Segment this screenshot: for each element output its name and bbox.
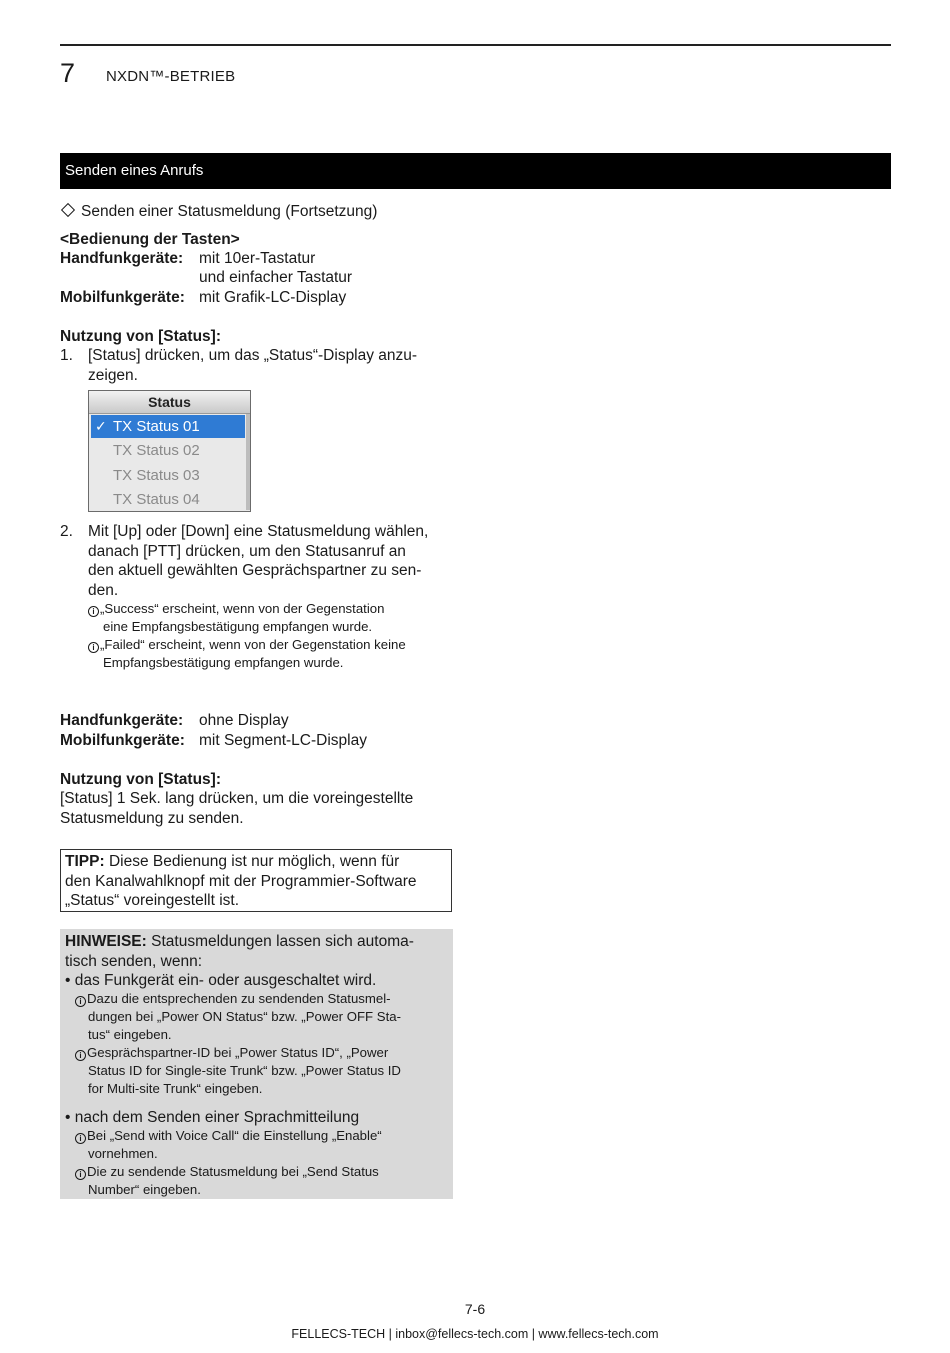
- handheld-label: Handfunkgeräte:: [60, 712, 184, 729]
- tip-label: TIPP:: [65, 853, 105, 870]
- notes-subnote: i Gesprächspartner-ID bei „Power Status ID“, „Power: [75, 1044, 388, 1062]
- step-2-line: Mit [Up] oder [Down] eine Statusmeldung wählen,: [88, 523, 429, 540]
- info-icon: i: [75, 1050, 86, 1061]
- status-item-label: TX Status 02: [113, 442, 200, 459]
- mobile-value: mit Grafik-LC-Display: [199, 289, 347, 306]
- mobile-label: Mobilfunkgeräte:: [60, 289, 185, 306]
- diamond-icon: [61, 203, 75, 217]
- notes-subnote-cont: vornehmen.: [88, 1146, 158, 1161]
- note-failed-cont: Empfangsbestätigung empfangen wurde.: [103, 655, 344, 670]
- usage-heading: Nutzung von [Status]:: [60, 328, 222, 345]
- info-icon: i: [75, 1133, 86, 1144]
- notes-line: tisch senden, wenn:: [65, 953, 203, 970]
- section-title-bar: [60, 153, 891, 189]
- status-item-label: TX Status 01: [113, 418, 200, 435]
- status-list-item[interactable]: [91, 464, 245, 487]
- status-item-label: TX Status 04: [113, 491, 200, 508]
- handheld-label: Handfunkgeräte:: [60, 250, 184, 267]
- info-icon: i: [88, 606, 99, 617]
- notes-subnote: i Bei „Send with Voice Call“ die Einstellung „Enable“: [75, 1127, 382, 1145]
- notes-subnote-cont: for Multi-site Trunk“ eingeben.: [88, 1081, 263, 1096]
- status-list-item[interactable]: [91, 415, 245, 438]
- status-list-item[interactable]: [91, 488, 245, 511]
- note-success: i „Success“ erscheint, wenn von der Gegenstation: [88, 600, 384, 618]
- subsection-title: [60, 202, 377, 222]
- notes-subnote-cont: Number“ eingeben.: [88, 1182, 201, 1197]
- handheld-value: ohne Display: [199, 712, 289, 729]
- mobile-label: Mobilfunkgeräte:: [60, 732, 185, 749]
- info-icon: i: [75, 996, 86, 1007]
- notes-subnote: i Die zu sendende Statusmeldung bei „Send Status: [75, 1163, 379, 1181]
- info-icon: i: [75, 1169, 86, 1180]
- step-1-number: 1.: [60, 347, 73, 364]
- status-list-item[interactable]: [91, 439, 245, 462]
- notes-subnote-cont: dungen bei „Power ON Status“ bzw. „Power OFF Sta-: [88, 1009, 401, 1024]
- step-1-line: [Status] drücken, um das „Status“-Display anzu-: [88, 347, 418, 364]
- usage-heading: Nutzung von [Status]:: [60, 771, 222, 788]
- notes-subnote-cont: tus“ eingeben.: [88, 1027, 172, 1042]
- tip-line: „Status“ voreingestellt ist.: [65, 892, 240, 909]
- section-title: Senden eines Anrufs: [65, 162, 204, 179]
- usage-line: Statusmeldung zu senden.: [60, 810, 244, 827]
- mobile-value: mit Segment-LC-Display: [199, 732, 367, 749]
- step-2-line: den aktuell gewählten Gesprächspartner zu sen-: [88, 562, 422, 579]
- handheld-value: mit 10er-Tastatur: [199, 250, 316, 267]
- footer-text: FELLECS-TECH | inbox@fellecs-tech.com | www.fellecs-tech.com: [291, 1327, 659, 1341]
- usage-line: [Status] 1 Sek. lang drücken, um die voreingestellte: [60, 790, 414, 807]
- status-item-label: TX Status 03: [113, 467, 200, 484]
- handheld-value-2: und einfacher Tastatur: [199, 269, 353, 286]
- step-2-line: danach [PTT] drücken, um den Statusanruf an: [88, 543, 406, 560]
- chapter-title: NXDN™-BETRIEB: [106, 68, 236, 85]
- note-success-cont: eine Empfangsbestätigung empfangen wurde.: [103, 619, 373, 634]
- chapter-number: 7: [60, 58, 76, 88]
- note-failed: i „Failed“ erscheint, wenn von der Gegenstation keine: [88, 636, 406, 654]
- subsection-text: Senden einer Statusmeldung (Fortsetzung): [81, 203, 378, 220]
- header-rule: [60, 44, 891, 46]
- notes-subnote: i Dazu die entsprechenden zu sendenden Statusmel-: [75, 990, 391, 1008]
- page-number: 7-6: [464, 1301, 486, 1317]
- tip-line: TIPP: Diese Bedienung ist nur möglich, wenn für: [65, 853, 400, 870]
- step-2-line: den.: [88, 582, 119, 599]
- notes-subnote-cont: Status ID for Single-site Trunk“ bzw. „Power Status ID: [88, 1063, 401, 1078]
- notes-bullet: • das Funkgerät ein- oder ausgeschaltet wird.: [65, 972, 377, 989]
- status-scrollbar[interactable]: [246, 414, 250, 510]
- notes-label: HINWEISE:: [65, 933, 147, 950]
- notes-bullet: • nach dem Senden einer Sprachmitteilung: [65, 1109, 360, 1126]
- check-icon: ✓: [95, 418, 107, 434]
- info-icon: i: [88, 642, 99, 653]
- step-1-line: zeigen.: [88, 367, 138, 384]
- step-2-number: 2.: [60, 523, 73, 540]
- operation-heading: <Bedienung der Tasten>: [60, 231, 240, 248]
- tip-line: den Kanalwahlknopf mit der Programmier-Software: [65, 873, 417, 890]
- notes-line: HINWEISE: Statusmeldungen lassen sich automa-: [65, 933, 414, 950]
- status-display: [88, 390, 251, 512]
- status-display-title: Status: [89, 391, 250, 414]
